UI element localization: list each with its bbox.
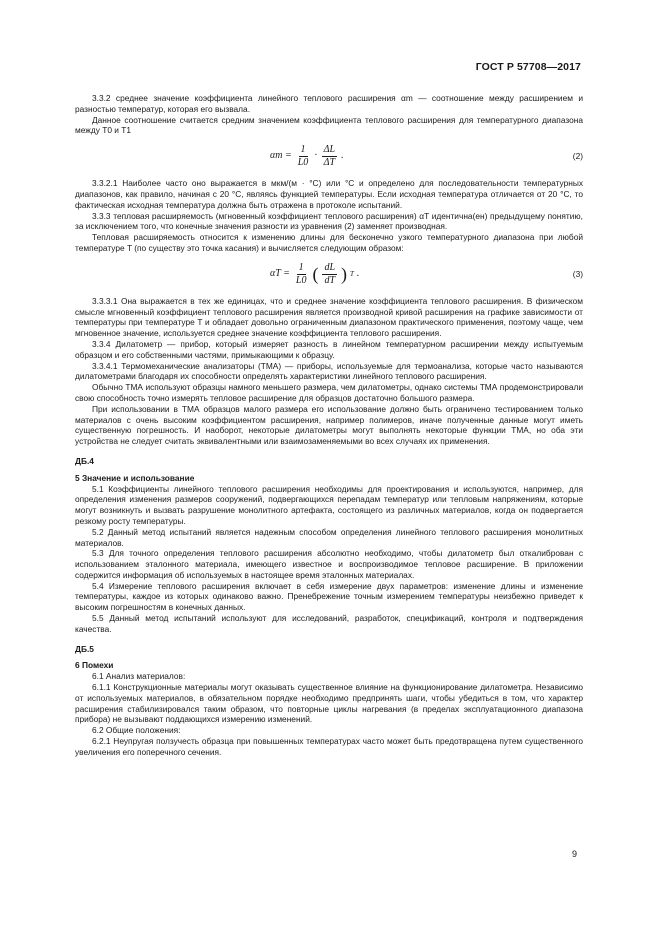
section-label-db4: ДБ.4 [75,455,94,466]
paragraph: При использовании в ТМА образцов малого размера его использование должно быть ограничено тестированием только материалов с очень высоким коэффициентом расширения, например полимеров, иначе полученные данные могут иметь существенную погрешность. И наоборот, некоторые дилатометры могут выполнять некоторые функции ТМА, но оба эти устройства не следует считать эквивалентными или взаимозаменяемыми во всех случаях их применения. [75,403,583,447]
paragraph: 3.3.2 среднее значение коэффициента линейного теплового расширения αm — соотношение между расширением и разностью температур, которая его вызвала. [75,93,583,114]
numerator: 1 [300,144,306,156]
page-number: 9 [571,849,577,859]
denominator: ΔT [323,157,336,169]
paragraph: 3.3.4.1 Термомеханические анализаторы (ТМА) — приборы, используемые для термоанализа, которые часто называются дилатометрами благодаря их способности определять характеристики линейного теплового расширения. [75,360,583,382]
paragraph: 5.4 Измерение теплового расширения включает в себя измерение двух параметров: изменение длины и изменение температуры, каждое из которых одинаково важно. Пренебрежение точным измерением температуры неизбежно приведет к высоким погрешностям в конечных данных. [75,580,583,613]
section-heading: 6 Помехи [75,660,114,671]
document-body [75,93,583,758]
fraction [322,144,337,169]
formula-tail: . [356,267,360,279]
paragraph: 6.1 Анализ материалов: [92,671,186,682]
paragraph: 5.1 Коэффициенты линейного теплового расширения необходимы для проектирования и используются, например, для определения изменения размеров сооружений, подвергающихся перепадам температур или тепловым напряжениям, которые могут возникнуть и вызвать разрушение монолитного артефакта, состоящего из различных материалов, когда он подвергается резкому росту температуры. [75,483,583,526]
denominator: L0 [297,157,309,169]
paragraph: 6.2 Общие положения: [92,725,181,736]
paragraph: 5.3 Для точного определения теплового расширения абсолютно необходимо, чтобы дилатометр был откалиброван с использованием эталонного материала, имеющего известное и воспроизводимое тепловое расширение. В приложении содержится информация об используемых в настоящее время эталонных материалах. [75,548,583,580]
paragraph: 5.5 Данный метод испытаний используют для исследований, разработок, спецификаций, контроля и подтверждения качества. [75,613,583,634]
paragraph: 6.2.1 Неупругая ползучесть образца при повышенных температурах часто может быть предотвращена путем существенного увеличения его поперечного сечения. [75,736,583,757]
paragraph: 3.3.2.1 Наиболее часто оно выражается в мкм/(м · °С) или °С и определено для последовательности температурных диапазонов, как правило, начиная с 20 °С, являясь функцией температуры. Если исходная температура отличается от 20 °С, то фактическая исходная температура должна быть отражена в протоколе испытаний. [75,178,583,210]
numerator: dL [324,261,336,273]
formula-2: αm = $\frac{1}{L0}$ · $\frac{\Delta L}{\Delta T}$ . (2) [270,144,583,169]
denominator: L0 [295,274,307,286]
section-heading: 5 Значение и использование [75,472,195,483]
fraction [294,262,309,287]
document-code: ГОСТ Р 57708—2017 [475,61,581,73]
paragraph: 3.3.4 Дилатометр — прибор, который измеряет разность в линейном температурном расширении между испытуемым образцом и его собственными частями, примыкающими к образцу. [75,338,583,360]
numerator: ΔL [323,144,336,156]
formula-3: αT = $\frac{1}{L0}$ ( $\frac{dL}{dT}$ ) T . (3) [270,261,583,286]
equation-number: (2) [572,151,583,162]
paragraph: Обычно ТМА используют образцы намного меньшего размера, чем дилатометры, однако системы ТМА продемонстрировали свою способность точно измерять тепловое расширение для образцов достаточно большого размера. [75,382,583,403]
paragraph: 3.3.3 тепловая расширяемость (мгновенный коэффициент теплового расширения) αT идентична(ен) предыдущему понятию, за исключением того, что конечные значения разности из уравнения (2) заменяет производная. [75,210,583,232]
fraction [296,144,311,169]
paragraph: 3.3.3.1 Она выражается в тех же единицах, что и среднее значение коэффициента теплового расширения. В физическом смысле мгновенный коэффициент теплового расширения является производной кривой расширения на графике зависимости от температуры при температуре T и обладает довольно ограниченным диапазоном практического применения, поэтому чаще, чем мгновенное значение, используется среднее значение коэффициента теплового расширения. [75,295,583,339]
formula-lhs: αm = [270,150,292,162]
fraction [322,262,337,287]
denominator: dT [324,274,336,286]
paragraph: Тепловая расширяемость относится к изменению длины для бесконечно узкого температурного диапазона при любой температуре T (по существу это точка касания) и вычисляется следующим образом: [75,232,583,253]
paragraph: 6.1.1 Конструкционные материалы могут оказывать существенное влияние на функционирование дилатометра. Независимо от используемых материалов, в обязательном порядке необходимо предпринять шаги, чтобы убедиться в том, что характер расширения стабилизировался таким образом, что повторные циклы нагревания (в пределах эксплуатационного диапазона прибора) не вызывают поддающихся измерению изменений. [75,682,583,725]
paragraph: Данное соотношение считается средним значением коэффициента теплового расширения для температурного диапазона между T0 и T1 [75,114,583,136]
subscript: T [350,269,354,278]
numerator: 1 [298,261,304,273]
paragraph: 5.2 Данный метод испытаний является надежным способом определения линейного теплового расширения монолитных материалов. [75,526,583,548]
section-label-db5: ДБ.5 [75,643,94,654]
formula-tail: . [341,150,344,162]
equation-number: (3) [572,268,583,279]
formula-lhs: αT = [270,267,290,279]
